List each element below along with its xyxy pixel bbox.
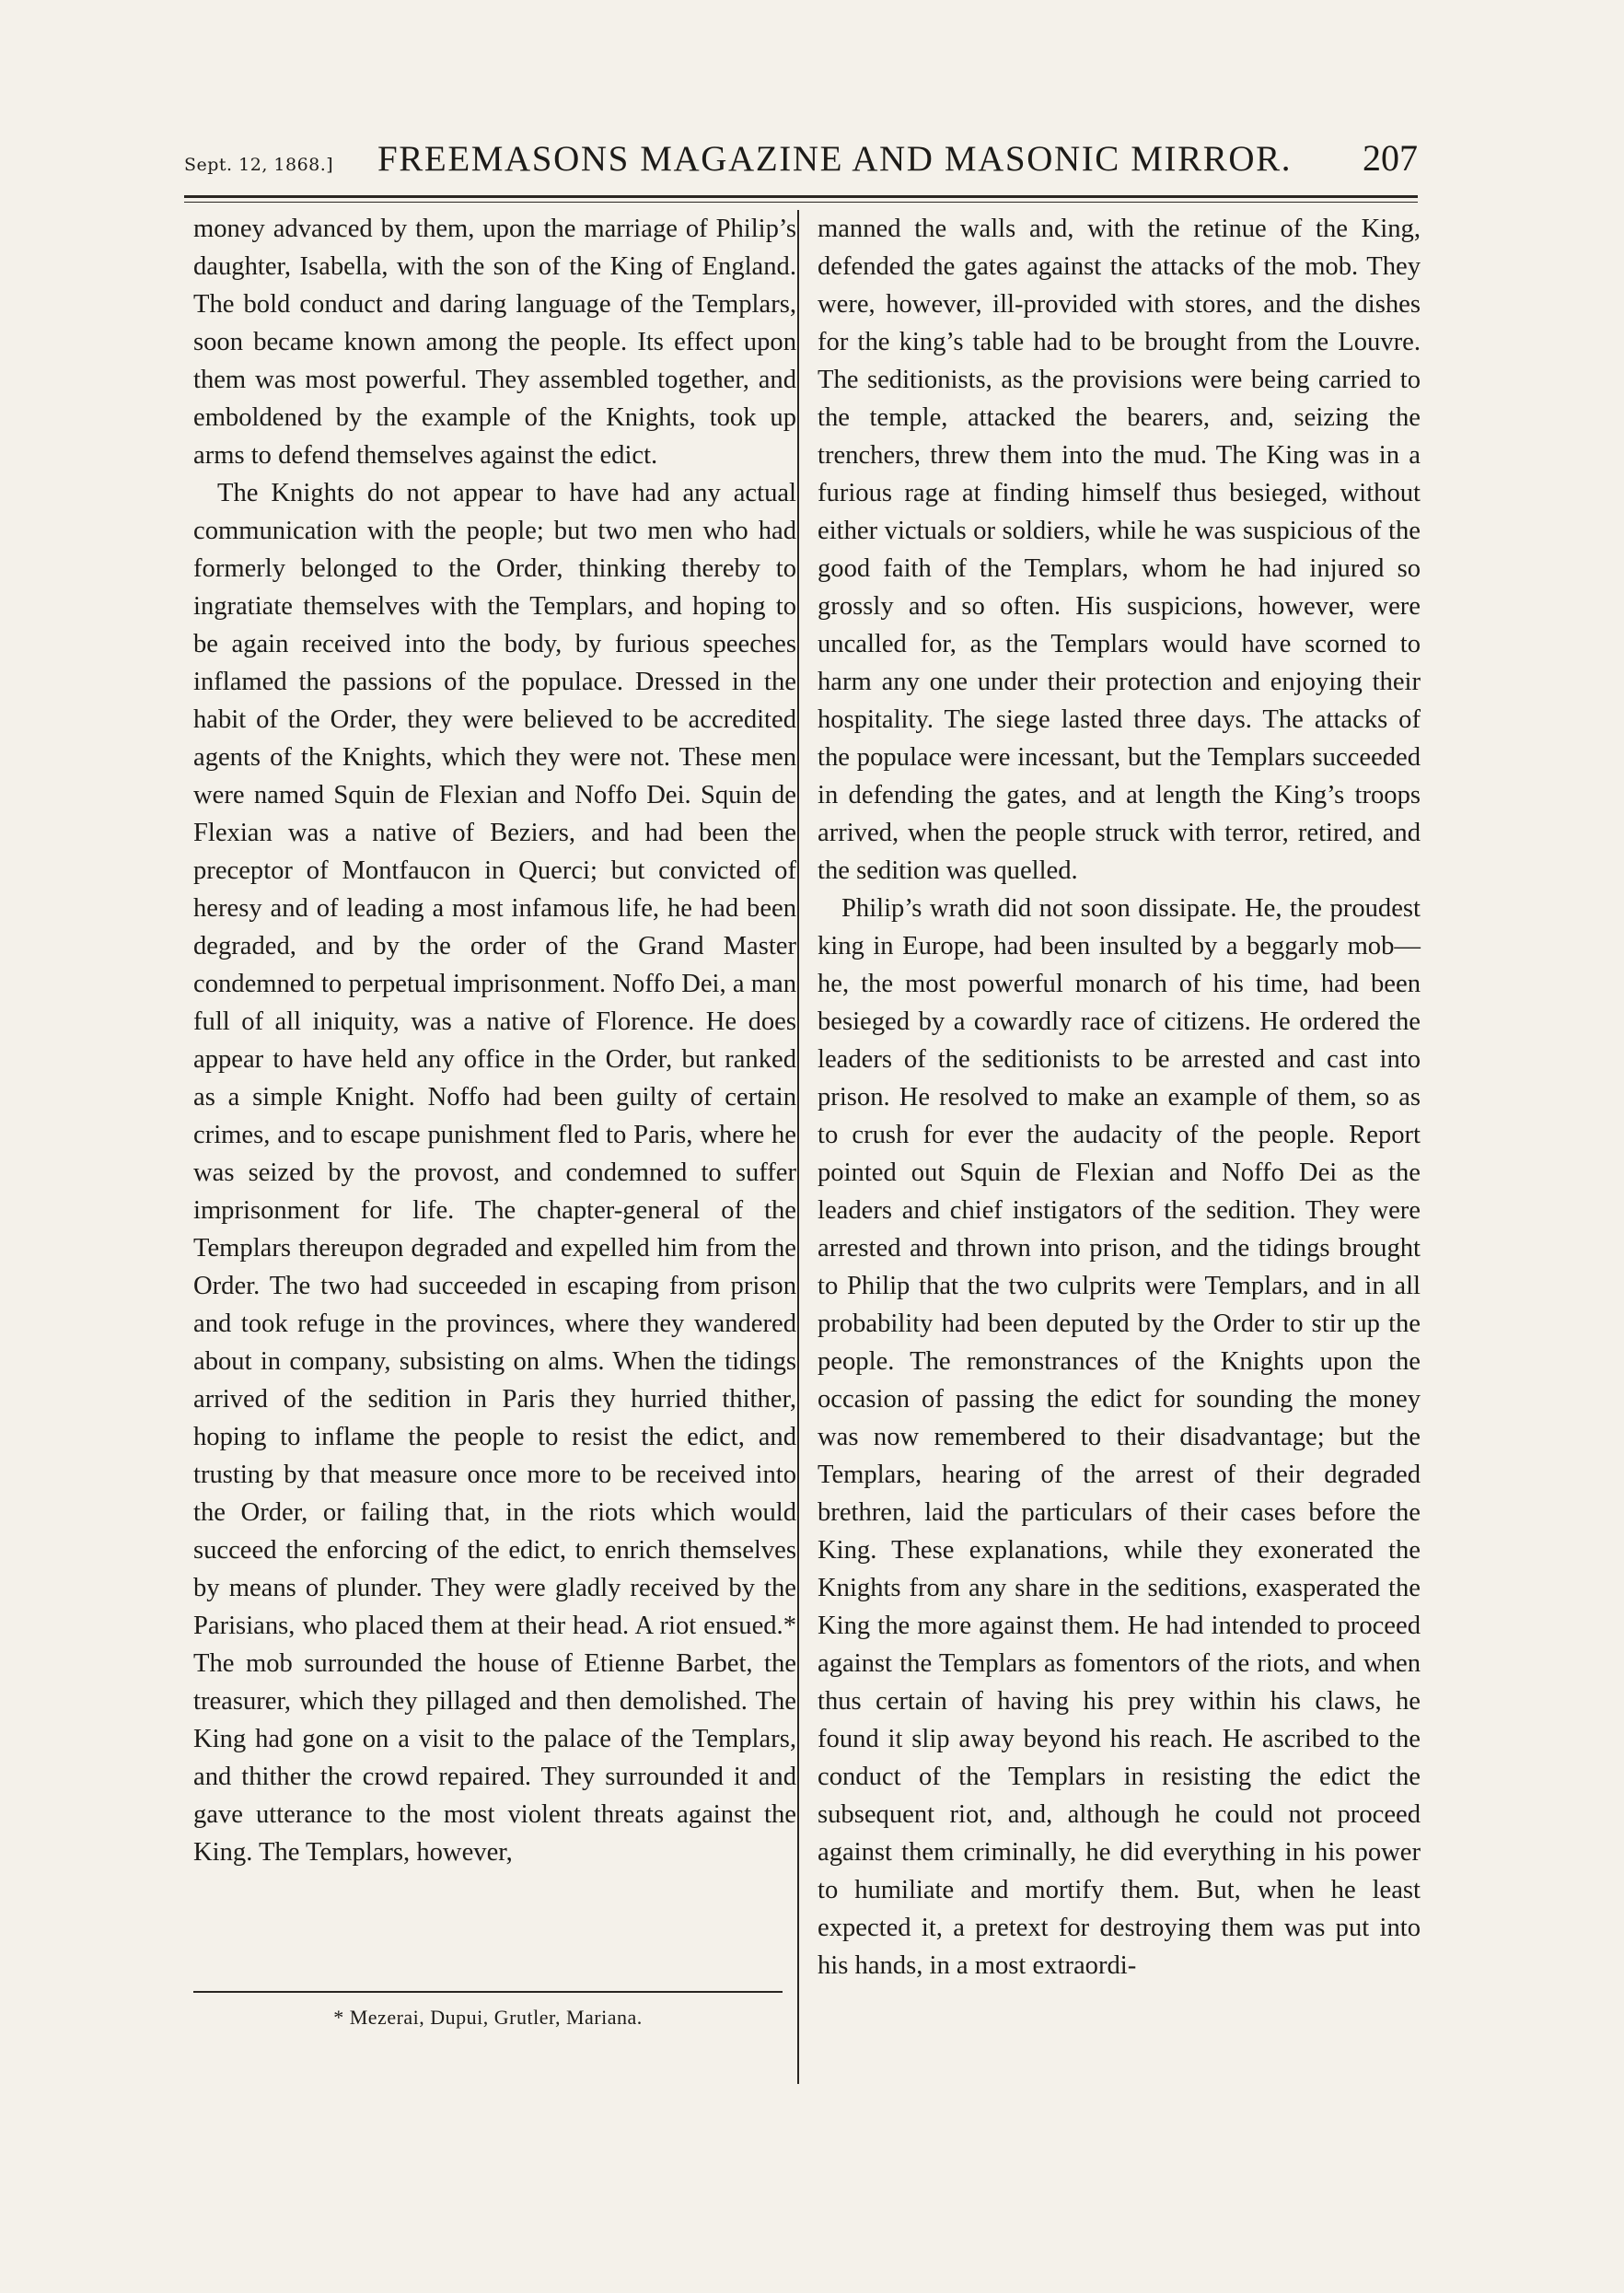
header-rule	[184, 195, 1418, 198]
magazine-title: FREEMASONS MAGAZINE AND MASONIC MIRROR.	[377, 139, 1293, 179]
column-divider	[797, 210, 799, 2084]
left-paragraph-2: The Knights do not appear to have had any actual communication with the people; but two men who had formerly belonged to the Order, thinking thereby to ingratiate themselves with the Templars, and hoping to be again received into the body, by furious speeches inflamed the passions of the populace. Dressed in the habit of the Order, they were believed to be accredited agents of the Knights, which they were not. These men were named Squin de Flexian and Noffo Dei. Squin de Flexian was a native of Beziers, and had been the preceptor of Montfaucon in Querci; but convicted of heresy and of leading a most infamous life, he had been degraded, and by the order of the Grand Master condemned to perpetual imprisonment. Noffo Dei, a man full of all iniquity, was a native of Florence. He does appear to have held any office in the Order, but ranked as a simple Knight. Noffo had been guilty of certain crimes, and to escape punishment fled to Paris, where he was seized by the provost, and condemned to suffer imprisonment for life. The chapter-general of the Templars thereupon degraded and expelled him from the Order. The two had succeeded in escaping from prison and took refuge in the provinces, where they wandered about in company, subsisting on alms. When the tidings arrived of the sedition in Paris they hurried thither, hoping to inflame the people to resist the edict, and trusting by that measure once more to be received into the Order, or failing that, in the riots which would succeed the enforcing of the edict, to enrich themselves by means of plunder. They were gladly received by the Parisians, who placed them at their head. A riot ensued.* The mob surrounded the house of Etienne Barbet, the treasurer, which they pillaged and then demolished. The King had gone on a visit to the palace of the Templars, and thither the crowd repaired. They surrounded it and gave utterance to the most violent threats against the King. The Templars, however,	[193, 479, 796, 1867]
header-rule-thin	[184, 202, 1418, 203]
page-number: 207	[1363, 137, 1418, 179]
right-column	[818, 210, 1421, 1985]
header-date: Sept. 12, 1868.]	[184, 155, 334, 175]
footnote: * Mezerai, Dupui, Grutler, Mariana.	[333, 2006, 643, 2029]
left-paragraph-1: money advanced by them, upon the marriage of Philip’s daughter, Isabella, with the son of the King of England. The bold conduct and daring language of the Templars, soon became known among the people. Its effect upon them was most powerful. They assembled together, and emboldened by the example of the Knights, took up arms to defend themselves against the edict.	[193, 215, 796, 470]
footnote-rule	[193, 1991, 783, 1993]
running-header	[184, 129, 1418, 184]
right-paragraph-1: manned the walls and, with the retinue of the King, defended the gates against the attacks of the mob. They were, however, ill-provided with stores, and the dishes for the king’s table had to be brought from the Louvre. The seditionists, as the provisions were being carried to the temple, attacked the bearers, and, seizing the trenchers, threw them into the mud. The King was in a furious rage at finding himself thus besieged, without either victuals or soldiers, while he was suspicious of the good faith of the Templars, whom he had injured so grossly and so often. His suspicions, however, were uncalled for, as the Templars would have scorned to harm any one under their protection and enjoying their hospitality. The siege lasted three days. The attacks of the populace were incessant, but the Templars succeeded in defending the gates, and at length the King’s troops arrived, when the people struck with terror, retired, and the sedition was quelled.	[818, 215, 1421, 885]
left-column	[193, 210, 796, 1871]
right-paragraph-2: Philip’s wrath did not soon dissipate. He, the proudest king in Europe, had been insulted by a beggarly mob—he, the most powerful monarch of his time, had been besieged by a cowardly race of citizens. He ordered the leaders of the seditionists to be arrested and cast into prison. He resolved to make an example of them, so as to crush for ever the audacity of the people. Report pointed out Squin de Flexian and Noffo Dei as the leaders and chief instigators of the sedition. They were arrested and thrown into prison, and the tidings brought to Philip that the two culprits were Templars, and in all probability had been deputed by the Order to stir up the people. The remonstrances of the Knights upon the occasion of passing the edict for sounding the money was now remembered to their disadvantage; but the Templars, hearing of the arrest of their degraded brethren, laid the particulars of their cases before the King. These explanations, while they exonerated the Knights from any share in the seditions, exasperated the King the more against them. He had intended to proceed against the Templars as fomentors of the riots, and when thus certain of having his prey within his claws, he found it slip away beyond his reach. He ascribed to the conduct of the Templars in resisting the edict the subsequent riot, and, although he could not proceed against them criminally, he did everything in his power to humiliate and mortify them. But, when he least expected it, a pretext for destroying them was put into his hands, in a most extraordi-	[818, 894, 1421, 1980]
